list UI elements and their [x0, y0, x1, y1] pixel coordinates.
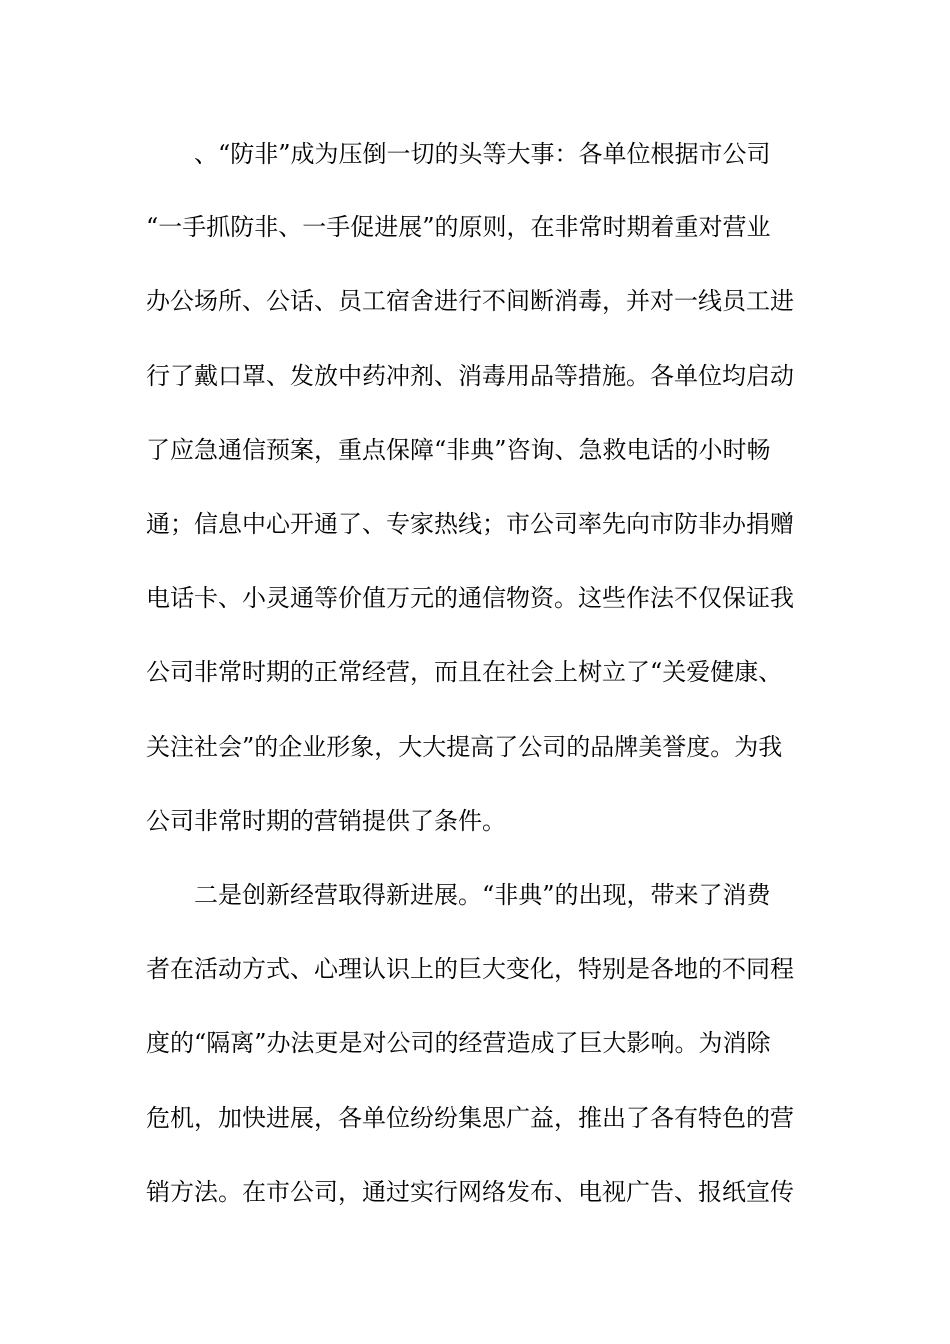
paragraph-1-line-1: 、“防非”成为压倒一切的头等大事：各单位根据市公司	[194, 140, 771, 168]
paragraph-1-line-9: 关注社会”的企业形象，大大提高了公司的品牌美誉度。为我	[146, 733, 783, 761]
paragraph-1-line-3: 办公场所、公话、员工宿舍进行不间断消毒，并对一线员工进	[146, 287, 794, 315]
paragraph-1-line-7: 电话卡、小灵通等价值万元的通信物资。这些作法不仅保证我	[146, 584, 794, 612]
paragraph-1-line-6: 通；信息中心开通了、专家热线；市公司率先向市防非办捐赠	[146, 510, 794, 538]
paragraph-1-line-4: 行了戴口罩、发放中药冲剂、消毒用品等措施。各单位均启动	[146, 362, 794, 390]
paragraph-2-line-2: 者在活动方式、心理认识上的巨大变化，特别是各地的不同程	[146, 955, 794, 983]
paragraph-1-line-8: 公司非常时期的正常经营，而且在社会上树立了“关爱健康、	[146, 658, 783, 686]
paragraph-2-line-3: 度的“隔离”办法更是对公司的经营造成了巨大影响。为消除	[146, 1029, 771, 1057]
paragraph-2-line-4: 危机，加快进展，各单位纷纷集思广益，推出了各有特色的营	[146, 1104, 794, 1132]
paragraph-1-line-2: “一手抓防非、一手促进展”的原则，在非常时期着重对营业	[146, 213, 771, 241]
paragraph-2-line-5: 销方法。在市公司，通过实行网络发布、电视广告、报纸宣传	[146, 1178, 794, 1206]
paragraph-1-line-5: 了应急通信预案，重点保障“非典”咨询、急救电话的小时畅	[146, 436, 771, 464]
paragraph-2-line-1: 二是创新经营取得新进展。“非典”的出现，带来了消费	[194, 881, 771, 909]
paragraph-1-line-10: 公司非常时期的营销提供了条件。	[146, 807, 506, 835]
